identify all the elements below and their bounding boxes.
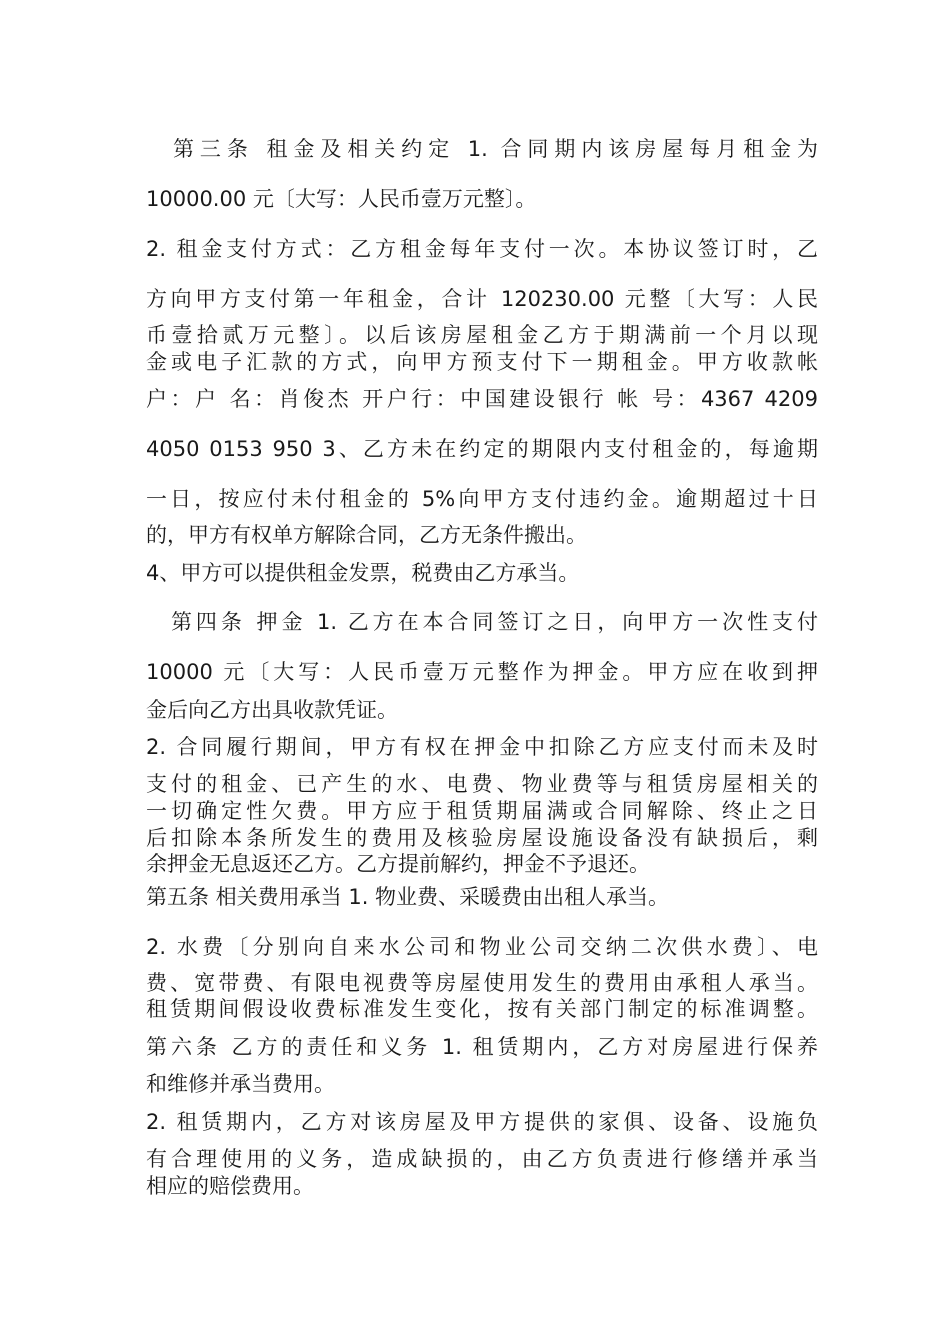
text-line: 2. 水费〔分别向自来水公司和物业公司交纳二次供水费〕、电 xyxy=(146,935,818,959)
text-line: 相应的赔偿费用。 xyxy=(146,1174,314,1198)
text-line: 金或电子汇款的方式，向甲方预支付下一期租金。甲方收款帐 xyxy=(146,350,818,374)
text-line: 第六条 乙方的责任和义务 1. 租赁期内，乙方对房屋进行保养 xyxy=(146,1035,818,1059)
text-line: 2. 租赁期内，乙方对该房屋及甲方提供的家俱、设备、设施负 xyxy=(146,1110,818,1134)
text-line: 余押金无息返还乙方。乙方提前解约，押金不予退还。 xyxy=(146,852,650,876)
text-line: 支付的租金、已产生的水、电费、物业费等与租赁房屋相关的 xyxy=(146,772,818,796)
text-line: 4050 0153 950 3、乙方未在约定的期限内支付租金的，每逾期 xyxy=(146,437,818,461)
text-line: 方向甲方支付第一年租金，合计 120230.00 元整〔大写：人民 xyxy=(146,287,818,311)
text-line: 的，甲方有权单方解除合同，乙方无条件搬出。 xyxy=(146,523,587,547)
text-line: 第五条 相关费用承当 1. 物业费、采暖费由出租人承当。 xyxy=(146,885,670,909)
text-line: 10000 元〔大写：人民币壹万元整作为押金。甲方应在收到押 xyxy=(146,660,818,684)
text-line: 有合理使用的义务，造成缺损的，由乙方负责进行修缮并承当 xyxy=(146,1147,818,1171)
text-line: 2. 租金支付方式：乙方租金每年支付一次。本协议签订时，乙 xyxy=(146,237,818,261)
text-line: 户：户 名：肖俊杰 开户行：中国建设银行 帐 号：4367 4209 xyxy=(146,387,818,411)
text-line: 币壹拾贰万元整〕。以后该房屋租金乙方于期满前一个月以现 xyxy=(146,323,818,347)
text-line: 费、宽带费、有限电视费等房屋使用发生的费用由承租人承当。 xyxy=(146,971,818,995)
text-line: 一日，按应付未付租金的 5%向甲方支付违约金。逾期超过十日 xyxy=(146,487,818,511)
text-line: 2. 合同履行期间，甲方有权在押金中扣除乙方应支付而未及时 xyxy=(146,735,818,759)
text-line: 第三条 租金及相关约定 1. 合同期内该房屋每月租金为 xyxy=(146,137,818,161)
text-line: 一切确定性欠费。甲方应于租赁期届满或合同解除、终止之日 xyxy=(146,799,818,823)
text-line: 后扣除本条所发生的费用及核验房屋设施设备没有缺损后，剩 xyxy=(146,826,818,850)
text-line: 第四条 押金 1. 乙方在本合同签订之日，向甲方一次性支付 xyxy=(146,610,818,634)
text-line: 和维修并承当费用。 xyxy=(146,1072,335,1096)
text-line: 10000.00 元〔大写：人民币壹万元整〕。 xyxy=(146,187,537,211)
text-line: 租赁期间假设收费标准发生变化，按有关部门制定的标准调整。 xyxy=(146,997,818,1021)
text-line: 4、甲方可以提供租金发票，税费由乙方承当。 xyxy=(146,561,580,585)
text-line: 金后向乙方出具收款凭证。 xyxy=(146,698,398,722)
